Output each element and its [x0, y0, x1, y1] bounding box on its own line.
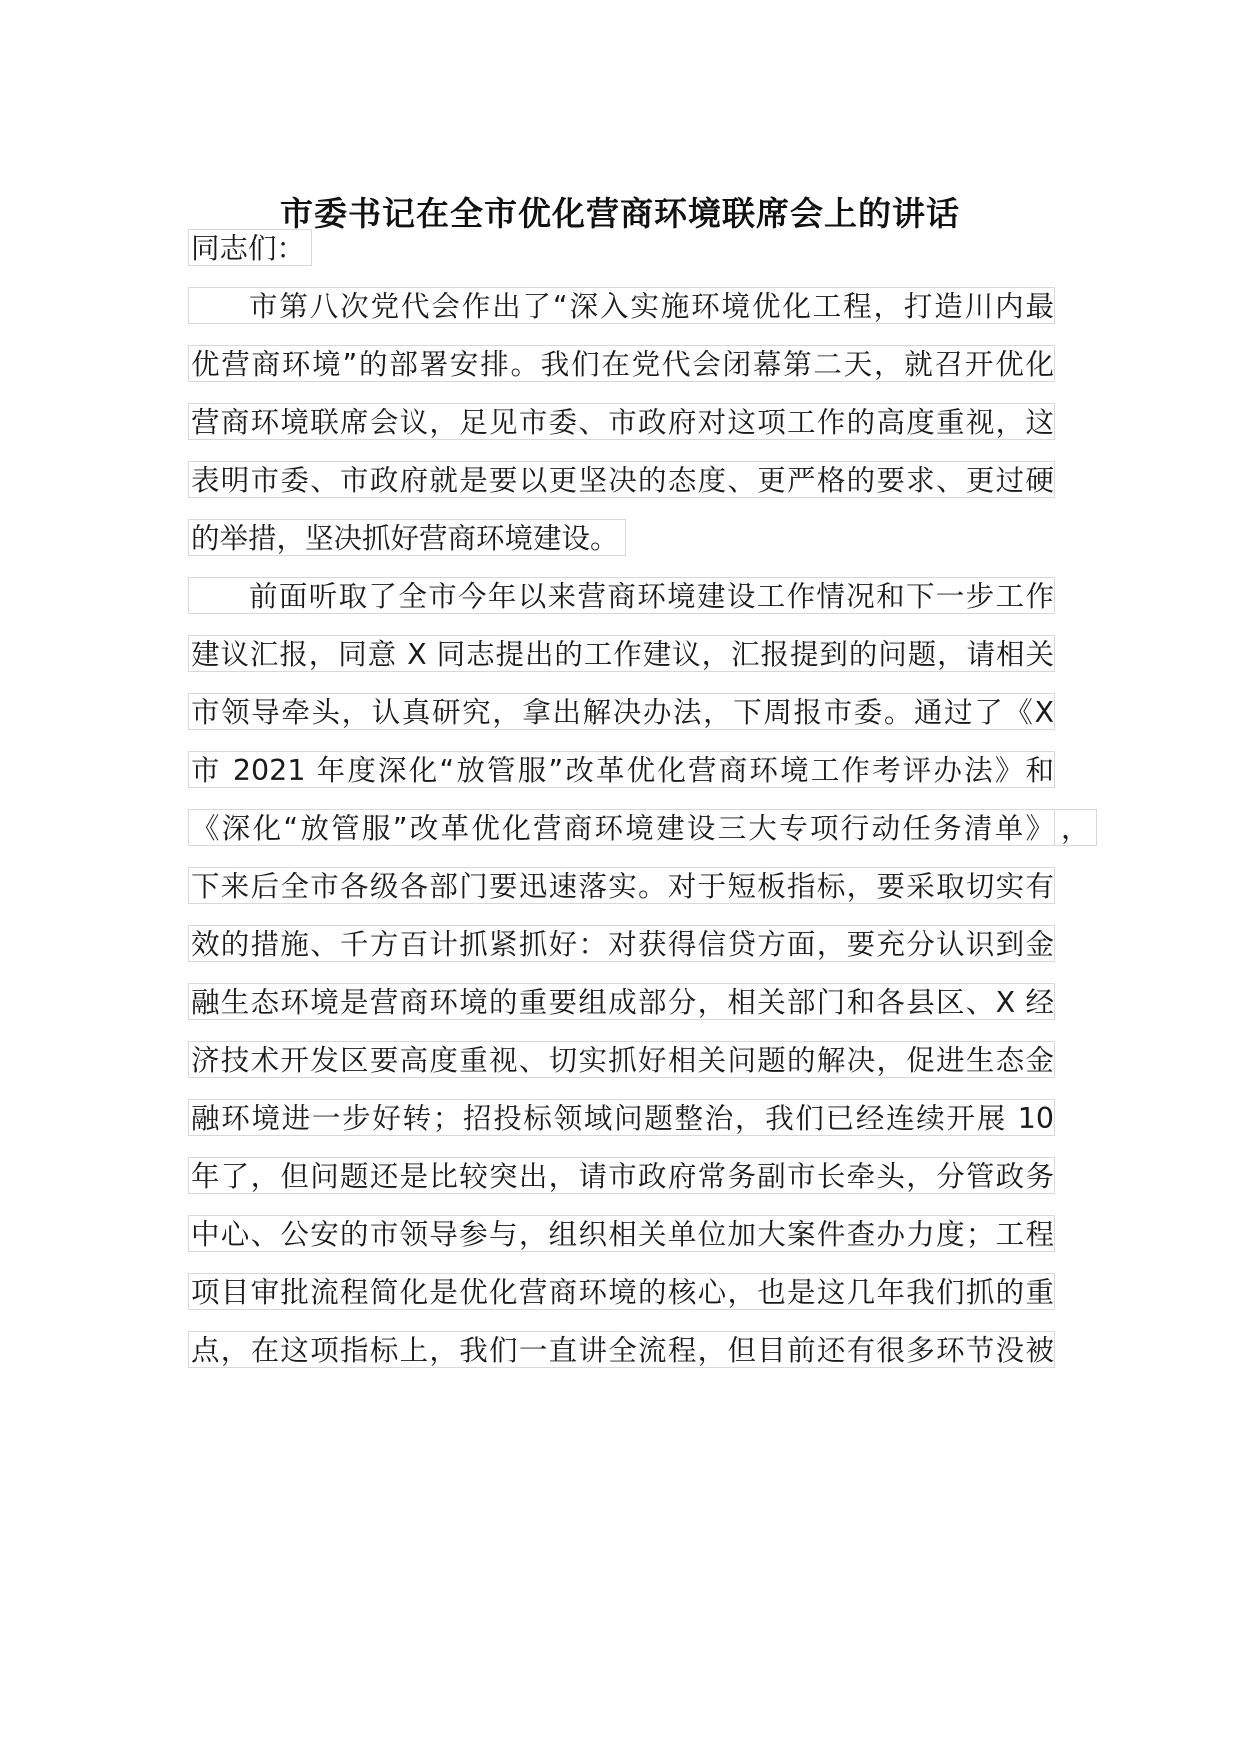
text-line: 营商环境联席会议，足见市委、市政府对这项工作的高度重视，这	[188, 403, 1055, 440]
salutation: 同志们：	[188, 229, 312, 266]
text-line: 表明市委、市政府就是要以更坚决的态度、更严格的要求、更过硬	[188, 461, 1055, 498]
text-line: 融环境进一步好转；招投标领域问题整治，我们已经连续开展 10	[188, 1099, 1055, 1136]
text-line: 效的措施、千方百计抓紧抓好：对获得信贷方面，要充分认识到金	[188, 925, 1055, 962]
text-line: 建议汇报，同意 X 同志提出的工作建议，汇报提到的问题，请相关	[188, 635, 1055, 672]
text-line: 点，在这项指标上，我们一直讲全流程，但目前还有很多环节没被	[188, 1331, 1055, 1368]
text-line: 《深化“放管服”改革优化营商环境建设三大专项行动任务清单》	[188, 809, 1055, 846]
text-line: 融生态环境是营商环境的重要组成部分，相关部门和各县区、X 经	[188, 983, 1055, 1020]
text-line: 中心、公安的市领导参与，组织相关单位加大案件查办力度；工程	[188, 1215, 1055, 1252]
text-line: 项目审批流程简化是优化营商环境的核心，也是这几年我们抓的重	[188, 1273, 1055, 1310]
text-line: 济技术开发区要高度重视、切实抓好相关问题的解决，促进生态金	[188, 1041, 1055, 1078]
text-line: 市第八次党代会作出了“深入实施环境优化工程，打造川内最	[188, 287, 1055, 324]
document-title: 市委书记在全市优化营商环境联席会上的讲话	[280, 194, 960, 233]
text-line: 市领导牵头，认真研究，拿出解决办法，下周报市委。通过了《X	[188, 693, 1055, 730]
text-line: 优营商环境”的部署安排。我们在党代会闭幕第二天，就召开优化	[188, 345, 1055, 382]
text-line: 年了，但问题还是比较突出，请市政府常务副市长牵头，分管政务	[188, 1157, 1055, 1194]
text-line: 市 2021 年度深化“放管服”改革优化营商环境工作考评办法》和	[188, 751, 1055, 788]
text-line: 的举措，坚决抓好营商环境建设。	[188, 519, 626, 556]
text-line: 下来后全市各级各部门要迅速落实。对于短板指标，要采取切实有	[188, 867, 1055, 904]
text-line: 前面听取了全市今年以来营商环境建设工作情况和下一步工作	[188, 577, 1055, 614]
trailing-comma: ，	[1054, 809, 1097, 846]
